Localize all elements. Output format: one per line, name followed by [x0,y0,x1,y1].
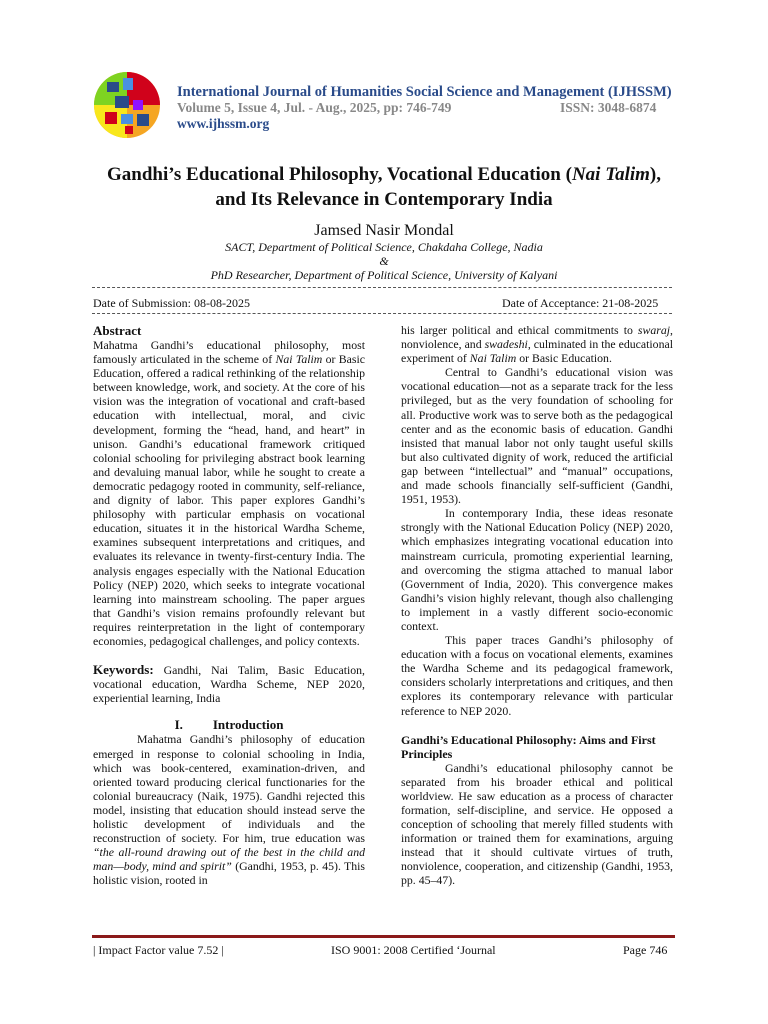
journal-url[interactable]: www.ijhssm.org [177,116,270,131]
volume-info: Volume 5, Issue 4, Jul. - Aug., 2025, pp: 746-749 [177,100,452,115]
intro-quote: “the all-round drawing out of the best in the child and man—body, mind and spirit” [93,845,365,874]
journal-name: International Journal of Humanities Social Science and Management (IJHSSM) [177,84,672,100]
abstract-part-1: Mahatma Gandhi’s educational philosophy, most famously articulated in the scheme of [93,338,365,367]
right-paragraph-1 [401,323,673,365]
footer-iso: ISO 9001: 2008 Certified ‘Journal [331,943,496,957]
p1-italic-2: swadeshi [484,337,528,352]
title-italic: Nai Talim [571,164,650,185]
affiliation-ampersand: & [379,254,389,268]
section-heading-introduction [93,718,365,732]
abstract-text [93,338,365,648]
right-column [401,323,673,887]
right-paragraph-5: Gandhi’s educational philosophy cannot be separated from his broader ethical and political worldview. He saw education as a process of character formation, self-discipline, and service. He opposed a conception of schooling that merely filled students with information or trained them for examinations, arguing instead that it should cultivate virtues of truth, nonviolence, cooperation, and citizenship (Gandhi, 1953, pp. 45–47). [401,760,673,888]
keywords-text: Gandhi, Nai Talim, Basic Education, vocational education, Wardha Scheme, NEP 2020, experiential learning, India [93,663,365,706]
p1-b: , nonviolence, and [401,323,673,352]
title-part-2: ), and Its Relevance in Contemporary India [215,164,661,210]
divider-top [92,287,672,288]
affiliation-1: SACT, Department of Political Science, Chakdaha College, Nadia [225,240,543,254]
subsection-heading: Gandhi’s Educational Philosophy: Aims and First Principles [401,732,656,761]
p1-italic-3: Nai Talim [469,351,517,366]
date-acceptance: Date of Acceptance: 21-08-2025 [502,296,659,310]
date-submission: Date of Submission: 08-08-2025 [93,296,250,310]
section-number: I. [174,717,183,733]
left-column [93,323,365,887]
p1-c: , culminated in the educational experiment of [401,337,673,366]
affiliation-2: PhD Researcher, Department of Political Science, University of Kalyani [210,268,558,282]
title-part-1: Gandhi’s Educational Philosophy, Vocational Education ( [107,164,572,185]
footer-impact: | Impact Factor value 7.52 | [93,943,224,957]
right-paragraph-3: In contemporary India, these ideas resonate strongly with the National Education Policy (NEP) 2020, which emphasizes integrating vocational education into mainstream curricula, promoting experiential learning, and overcoming the stigma attached to manual labor (Government of India, 2020). This convergence makes Gandhi’s vision highly relevant, though also challenging to implement in a vastly different socio-economic context. [401,506,673,633]
keywords [93,663,365,705]
abstract-heading: Abstract [93,323,142,338]
keywords-label: Keywords: [93,662,154,678]
p1-d: or Basic Education. [516,351,612,366]
intro-part-1: Mahatma Gandhi’s philosophy of education emerged in response to colonial schooling in India, which was book-centered, examination-driven, and oriented toward producing clerical functionaries for the colonial bureaucracy (Naik, 1975). Gandhi rejected this model, insisting that education should instead serve the holistic development of individuals and the reconstruction of society. For him, true education was [93,732,365,846]
section-title: Introduction [212,717,284,733]
right-paragraph-2: Central to Gandhi’s educational vision was vocational education—not as a separate track for the less privileged, but as the very foundation of schooling for all. Productive work was to serve both as the pedagogical center and as the economic basis of education. Gandhi insisted that manual labor not only taught useful skills but also cultivated dignity of work, reduced the artificial gap between “intellectual” and “manual” occupations, and made schools financially self-sufficient (Gandhi, 1951, 1953). [401,365,673,507]
footer-rule [92,935,675,938]
abstract-italic: Nai Talim [275,352,323,367]
paper-title [100,162,668,212]
right-paragraph-4: This paper traces Gandhi’s philosophy of education with a focus on vocational elements, examines the Wardha Scheme and its pedagogical framework, considers scholarly interpretations and critiques, and then explores its contemporary relevance with particular reference to NEP 2020. [401,633,673,718]
journal-logo-icon [93,68,161,140]
intro-part-2: (Gandhi, 1953, p. 45). This holistic vision, rooted in [93,859,365,888]
p1-italic-1: swaraj [637,323,671,337]
footer-page: Page 746 [623,943,668,957]
issn: ISSN: 3048-6874 [560,100,657,115]
abstract-part-2: or Basic Education, offered a radical rethinking of the relationship between knowledge, work, and society. At the core of his vision was the integration of vocational and craft-based education with intellectual, moral, and civic development, forming the “head, hand, and heart” in unison. Gandhi’s educational framework critiqued colonial schooling for privileging abstract book learning and devaluing manual labor, while he sought to create a democratic pedagogy rooted in community, self-reliance, and dignity of labor. This paper explores Gandhi’s philosophy with particular emphasis on vocational education, situates it in the historical Wardha Scheme, examines subsequent interpretations and critiques, and evaluates its relevance in twenty-first-century India. The analysis engages especially with the National Education Policy (NEP) 2020, which seeks to integrate vocational learning into mainstream schooling. The paper argues that Gandhi’s vision remains profoundly relevant but requires reinterpretation in the light of contemporary economies, pedagogical challenges, and policy contexts. [93,352,365,648]
author-name: Jamsed Nasir Mondal [314,222,454,239]
p1-a: his larger political and ethical commitments to [401,323,638,337]
divider-bottom [92,313,672,314]
introduction-text [93,732,365,887]
